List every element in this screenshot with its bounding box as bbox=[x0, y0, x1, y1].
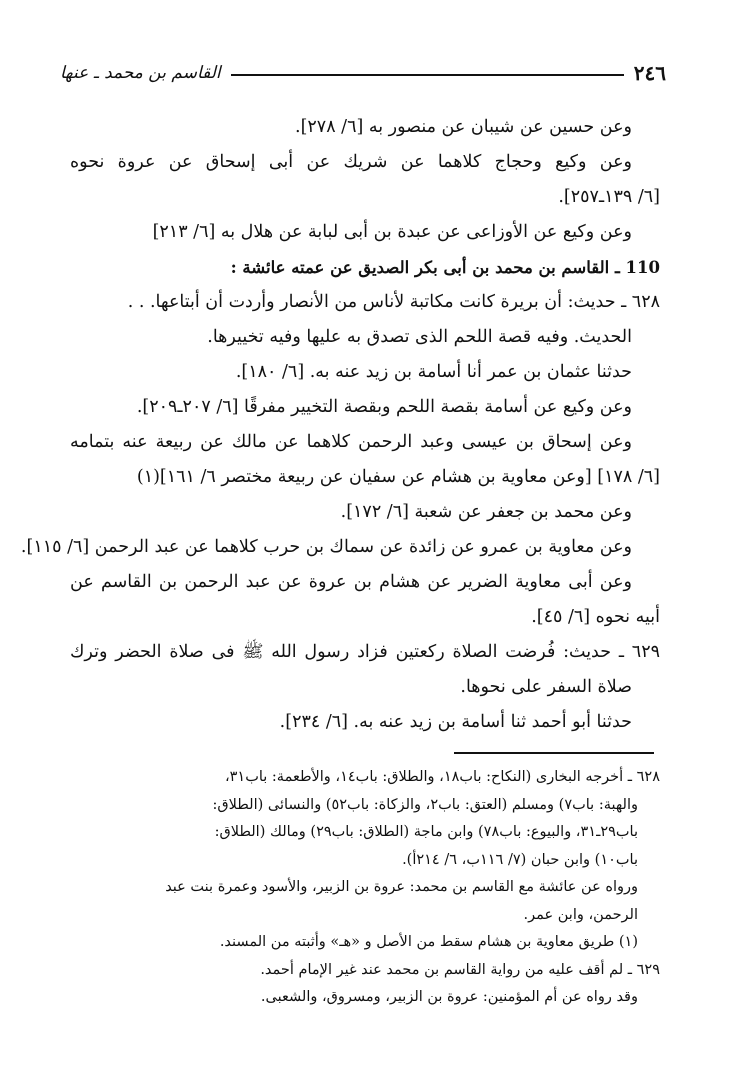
footnote-line: باب١٠) وابن حبان (٧/ ١١٦ب، ٦/ ٢١٤أ). bbox=[402, 851, 638, 868]
text-line: وعن حسين عن شيبان عن منصور به [٦/ ٢٧٨]. bbox=[295, 117, 632, 137]
text-line: وعن محمد بن جعفر عن شعبة [٦/ ١٧٢]. bbox=[340, 502, 632, 522]
text-line: 110 ـ القاسم بن محمد بن أبى بكر الصديق عن عمته عائشة : bbox=[230, 258, 660, 277]
footnote-line: (١) طريق معاوية بن هشام سقط من الأصل و «هـ» وأثبته من المسند. bbox=[219, 934, 638, 950]
text-line: حدثنا عثمان بن عمر أنا أسامة بن زيد عنه به. [٦/ ١٨٠]. bbox=[235, 362, 632, 382]
text-line: وعن أبى معاوية الضرير عن هشام بن عروة عن عبد الرحمن بن القاسم عن bbox=[70, 572, 632, 592]
text-line: ٦٢٨ ـ حديث: أن بريرة كانت مكاتبة لأناس من الأنصار وأردت أن أبتاعها. . . bbox=[127, 292, 660, 312]
main-text bbox=[20, 110, 660, 740]
footnotes bbox=[70, 764, 660, 1012]
footnote-line: باب٢٩ـ٣١، والبيوع: باب٧٨) وابن ماجة (الطلاق: باب٢٩) ومالك (الطلاق: bbox=[214, 824, 638, 840]
footnote-line: ٦٢٨ ـ أخرجه البخارى (النكاح: باب١٨، والطلاق: باب١٤، والأطعمة: باب٣١، bbox=[224, 769, 660, 785]
text-line: ٦٢٩ ـ حديث: فُرضت الصلاة ركعتين فزاد رسول الله ﷺ فى صلاة الحضر وترك bbox=[70, 642, 660, 662]
footnote-line: ٦٢٩ ـ لم أقف عليه من رواية القاسم بن محمد عند غير الإمام أحمد. bbox=[260, 961, 660, 978]
running-title: القاسم بن محمد ـ عنها bbox=[60, 63, 221, 83]
text-line: وعن وكيع عن أسامة بقصة اللحم وبقصة التخيير مفرقًا [٦/ ٢٠٧ـ٢٠٩]. bbox=[136, 397, 632, 417]
text-line: أبيه نحوه [٦/ ٤٥]. bbox=[531, 607, 660, 627]
text-line: الحديث. وفيه قصة اللحم الذى تصدق به عليها وفيه تخييرها. bbox=[207, 327, 632, 347]
footnote-line: والهبة: باب٧) ومسلم (العتق: باب٢، والزكاة: باب٥٢) والنسائى (الطلاق: bbox=[212, 796, 638, 813]
footnote-line: الرحمن، وابن عمر. bbox=[523, 906, 638, 923]
text-line: وعن وكيع عن الأوزاعى عن عبدة بن أبى لبابة عن هلال به [٦/ ٢١٣] bbox=[152, 222, 632, 242]
footnote-line: وقد رواه عن أم المؤمنين: عروة بن الزبير، ومسروق، والشعبى. bbox=[260, 989, 638, 1005]
text-line: صلاة السفر على نحوها. bbox=[460, 677, 632, 697]
text-line: وعن إسحاق بن عيسى وعبد الرحمن كلاهما عن مالك عن ربيعة عنه بتمامه bbox=[70, 432, 632, 452]
text-line: [٦/ ١٧٨] [وعن معاوية بن هشام عن سفيان عن ربيعة مختصر ٦/ ١٦١](١) bbox=[136, 467, 660, 487]
header-rule bbox=[231, 74, 624, 76]
footnote-line: ورواه عن عائشة مع القاسم بن محمد: عروة بن الزبير، والأسود وعمرة بنت عبد bbox=[165, 879, 638, 895]
page-header bbox=[60, 58, 666, 88]
footnote-separator bbox=[454, 752, 654, 754]
text-line: وعن معاوية بن عمرو عن زائدة عن سماك بن حرب كلاهما عن عبد الرحمن [٦/ ١١٥]. bbox=[20, 537, 632, 557]
page-number: ٢٤٦ bbox=[633, 61, 666, 85]
text-line: حدثنا أبو أحمد ثنا أسامة بن زيد عنه به. [٦/ ٢٣٤]. bbox=[279, 712, 632, 732]
text-line: وعن وكيع وحجاج كلاهما عن شريك عن أبى إسحاق عن عروة نحوه bbox=[70, 152, 632, 172]
text-line: [٦/ ١٣٩ـ٢٥٧]. bbox=[558, 187, 660, 207]
